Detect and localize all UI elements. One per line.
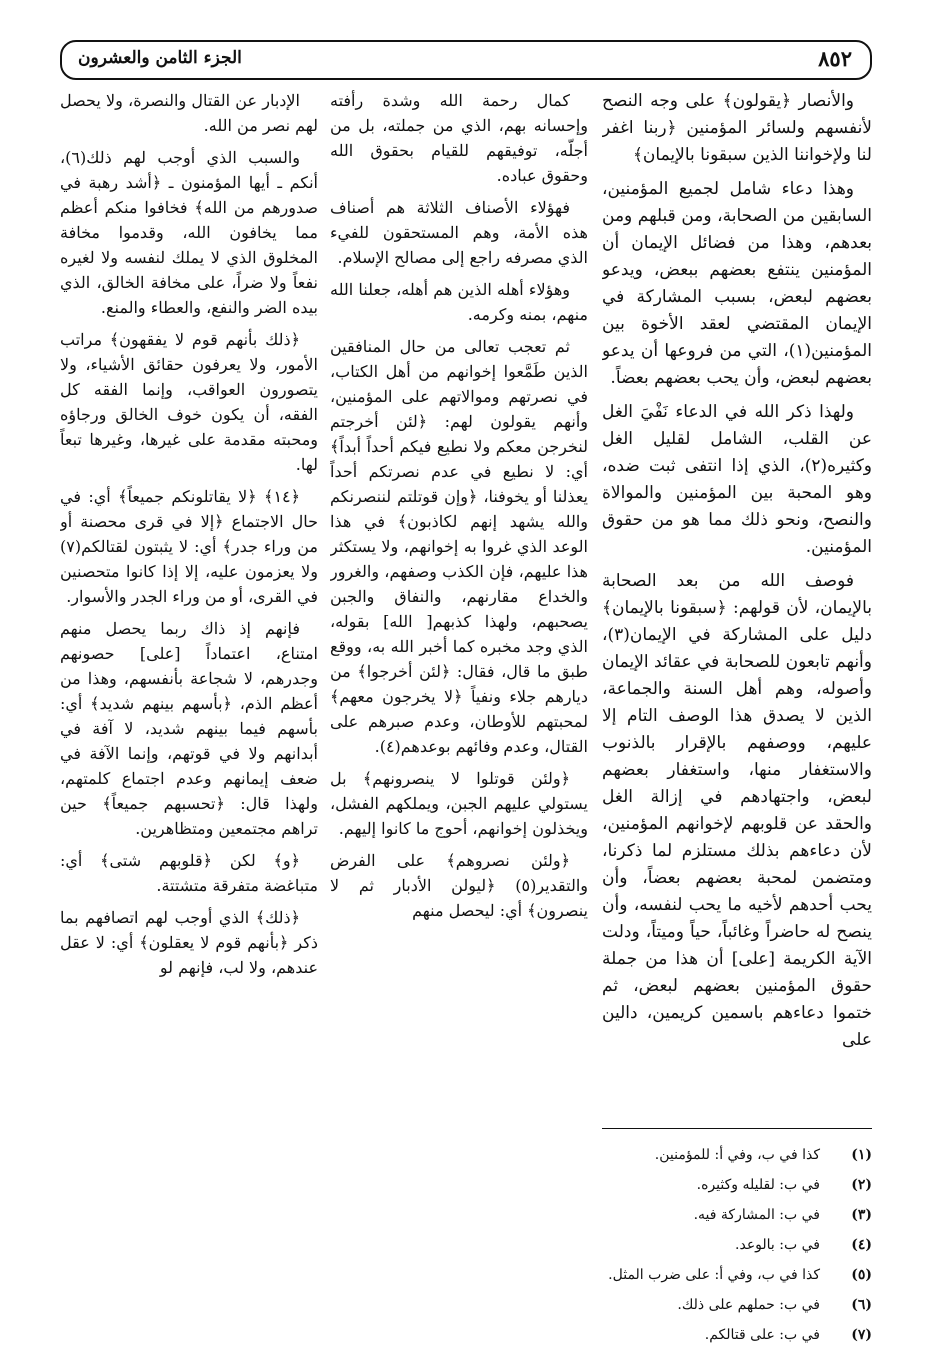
paragraph: ﴿و﴾ لكن ﴿قلوبهم شتى﴾ أي: متباغضة متفرقة متشتتة. [60, 851, 318, 895]
paragraph: كمال رحمة الله وشدة رأفته وإحسانه بهم، الذي من جملته، بل من أجلّه، توفيقهم للقيام بحقوق الله وحقوق عباده. [330, 91, 588, 185]
text-column-middle [330, 88, 588, 1108]
footnote-number: (٣) [851, 1207, 872, 1223]
paragraph: والأنصار ﴿يقولون﴾ على وجه النصح لأنفسهم ولسائر المؤمنين ﴿ربنا اغفر لنا ولإخواننا الذين سبقونا بالإيمان﴾ [602, 91, 872, 165]
paragraph: ثم تعجب تعالى من حال المنافقين الذين طَمَّعوا إخوانهم من أهل الكتاب، في نصرتهم وموالاتهم على المؤمنين، وأنهم يقولون لهم: ﴿لئن أخرجتم لنخرجن معكم ولا نطيع فيكم أحداً أبداً﴾ أي: لا نطيع في عدم نصرتكم أحداً يعذلنا أو يخوفنا، ﴿وإن قوتلتم لننصرنكم والله يشهد إنهم لكاذبون﴾ في هذا الوعد الذي غروا به إخوانهم، ولا يستكثر هذا عليهم، فإن الكذب وصفهم، والغرور والخداع مقارنهم، والنفاق والجبن يصحبهم، ولهذا كذبهم[ الله] بقوله، الذي وجد مخبره كما أخبر الله به، ووقع طبق ما قال، فقال: ﴿لئن أخرجوا﴾ من ديارهم جلاء ونفياً ﴿لا يخرجون معهم﴾ لمحبتهم للأوطان، وعدم صبرهم على القتال، وعدم وفائهم بوعدهم(٤). [330, 337, 588, 756]
footnote-text: في ب: المشاركة فيه. [693, 1207, 820, 1223]
paragraph: الإدبار عن القتال والنصرة، ولا يحصل لهم نصر من الله. [60, 91, 318, 135]
paragraph: ﴿ذلك بأنهم قوم لا يفقهون﴾ مراتب الأمور، ولا يعرفون حقائق الأشياء، ولا يتصورون العواقب، وإنما الفقه كل الفقه، أن يكون خوف الخالق ورجاؤه ومحبته مقدمة على غيرها، وغيرها تبعاً لها. [60, 330, 318, 474]
footnote-number: (١) [851, 1147, 872, 1163]
paragraph: فإنهم إذ ذاك ربما يحصل منهم امتناع، اعتماداً [على] حصونهم وجدرهم، لا شجاعة بأنفسهم، وهذا من أعظم الذم، ﴿بأسهم بينهم شديد﴾ أي: بأسهم فيما بينهم شديد، لا آفة في أبدانهم ولا في قوتهم، وإنما الآفة في ضعف إيمانهم وعدم اجتماع كلمتهم، ولهذا قال: ﴿تحسبهم جميعاً﴾ حين تراهم مجتمعين ومتظاهرين. [60, 619, 318, 838]
paragraph: ﴿ذلك﴾ الذي أوجب لهم اتصافهم بما ذكر ﴿بأنهم قوم لا يعقلون﴾ أي: لا عقل عندهم، ولا لب، فإنهم لو [60, 908, 318, 977]
paragraph: ﴿ولئن قوتلوا لا ينصرونهم﴾ بل يستولي عليهم الجبن، ويملكهم الفشل، ويخذلون إخوانهم، أحوج ما كانوا إليهم. [330, 769, 588, 838]
paragraph: ولهذا ذكر الله في الدعاء نَفْيَ الغل عن القلب، الشامل لقليل الغل وكثيره(٢)، الذي إذا انتفى ثبت ضده، وهو المحبة بين المؤمنين والموالاة والنصح، ونحو ذلك مما هو من حقوق المؤمنين. [602, 402, 872, 557]
page-number: ٨٥٢ [818, 46, 852, 71]
paragraph: فهؤلاء الأصناف الثلاثة هم أصناف هذه الأمة، وهم المستحقون للفيء الذي مصرفه راجع إلى مصالح الإسلام. [330, 198, 588, 267]
footnote-text: في ب: حملهم على ذلك. [677, 1297, 820, 1313]
footnote [200, 1290, 872, 1320]
paragraph: والسبب الذي أوجب لهم ذلك(٦)، أنكم ـ أيها المؤمنون ـ ﴿أشد رهبة في صدورهم من الله﴾ فخافوا منكم أعظم مما يخافون الله، وقدموا مخافة المخلوق الذي لا يملك لنفسه ولا لغيره نفعاً ولا ضراً، على مخافة الخالق، الذي بيده الضر والنفع، والعطاء والمنع. [60, 148, 318, 317]
footnote-number: (٦) [851, 1297, 872, 1313]
footnote-number: (٢) [851, 1177, 872, 1193]
footnotes [200, 1140, 872, 1350]
footnote [200, 1170, 872, 1200]
footnote [200, 1260, 872, 1290]
footnote-text: كذا في ب، وفي أ: للمؤمنين. [654, 1147, 820, 1163]
footnote-number: (٤) [851, 1237, 872, 1253]
footnote-number: (٧) [851, 1327, 872, 1343]
paragraph: ﴿ولئن نصروهم﴾ على الفرض والتقدير(٥) ﴿ليولن الأدبار ثم لا ينصرون﴾ أي: ليحصل منهم [330, 851, 588, 920]
part-title: الجزء الثامن والعشرون [78, 48, 242, 68]
footnote-divider [602, 1128, 872, 1129]
footnote [200, 1140, 872, 1170]
running-header [60, 40, 872, 80]
paragraph: ﴿١٤﴾ ﴿لا يقاتلونكم جميعاً﴾ أي: في حال الاجتماع ﴿إلا في قرى محصنة أو من وراء جدر﴾ أي: لا يثبتون لقتالكم(٧) ولا يعزمون عليه، إلا إذا كانوا متحصنين في القرى، أو من وراء الجدر والأسوار. [60, 487, 318, 606]
footnote [200, 1320, 872, 1350]
text-column-left [60, 88, 318, 1108]
footnote-text: في ب: بالوعد. [735, 1237, 820, 1253]
footnote [200, 1200, 872, 1230]
footnote [200, 1230, 872, 1260]
paragraph: وهذا دعاء شامل لجميع المؤمنين، السابقين من الصحابة، ومن قبلهم ومن بعدهم، وهذا من فضائل الإيمان أن المؤمنين ينتفع بعضهم ببعض، ويدعو بعضهم لبعض، بسبب المشاركة في الإيمان المقتضي لعقد الأخوة بين المؤمنين(١)، التي من فروعها أن يدعو بعضهم لبعض، وأن يحب بعضهم بعضاً. [602, 179, 872, 388]
footnote-text: في ب: لقليله وكثيره. [696, 1177, 820, 1193]
paragraph: وهؤلاء أهله الذين هم أهله، جعلنا الله منهم، بمنه وكرمه. [330, 280, 588, 324]
footnote-number: (٥) [851, 1267, 872, 1283]
footnote-text: في ب: على قتالكم. [704, 1327, 820, 1343]
text-column-right [602, 88, 872, 1108]
paragraph: فوصف الله من بعد الصحابة بالإيمان، لأن قولهم: ﴿سبقونا بالإيمان﴾ دليل على المشاركة في الإيمان(٣)، وأنهم تابعون للصحابة في عقائد الإيمان وأصوله، وهم أهل السنة والجماعة، الذين لا يصدق هذا الوصف التام إلا عليهم، ووصفهم بالإقرار بالذنوب والاستغفار منها، واستغفار بعضهم لبعض، واجتهادهم في إزالة الغل والحقد عن قلوبهم لإخوانهم المؤمنين، لأن دعاءهم بذلك مستلزم لما ذكرنا، ومتضمن لمحبة بعضهم بعضاً، وأن يحب أحدهم لأخيه ما يحب لنفسه، وأن ينصح له حاضراً وغائباً، حياً وميتاً، ودلت الآية الكريمة [على] أن هذا من جملة حقوق المؤمنين بعضهم لبعض، ثم ختموا دعاءهم باسمين كريمين، دالين على [602, 571, 872, 1050]
footnote-text: كذا في ب، وفي أ: على ضرب المثل. [608, 1267, 820, 1283]
